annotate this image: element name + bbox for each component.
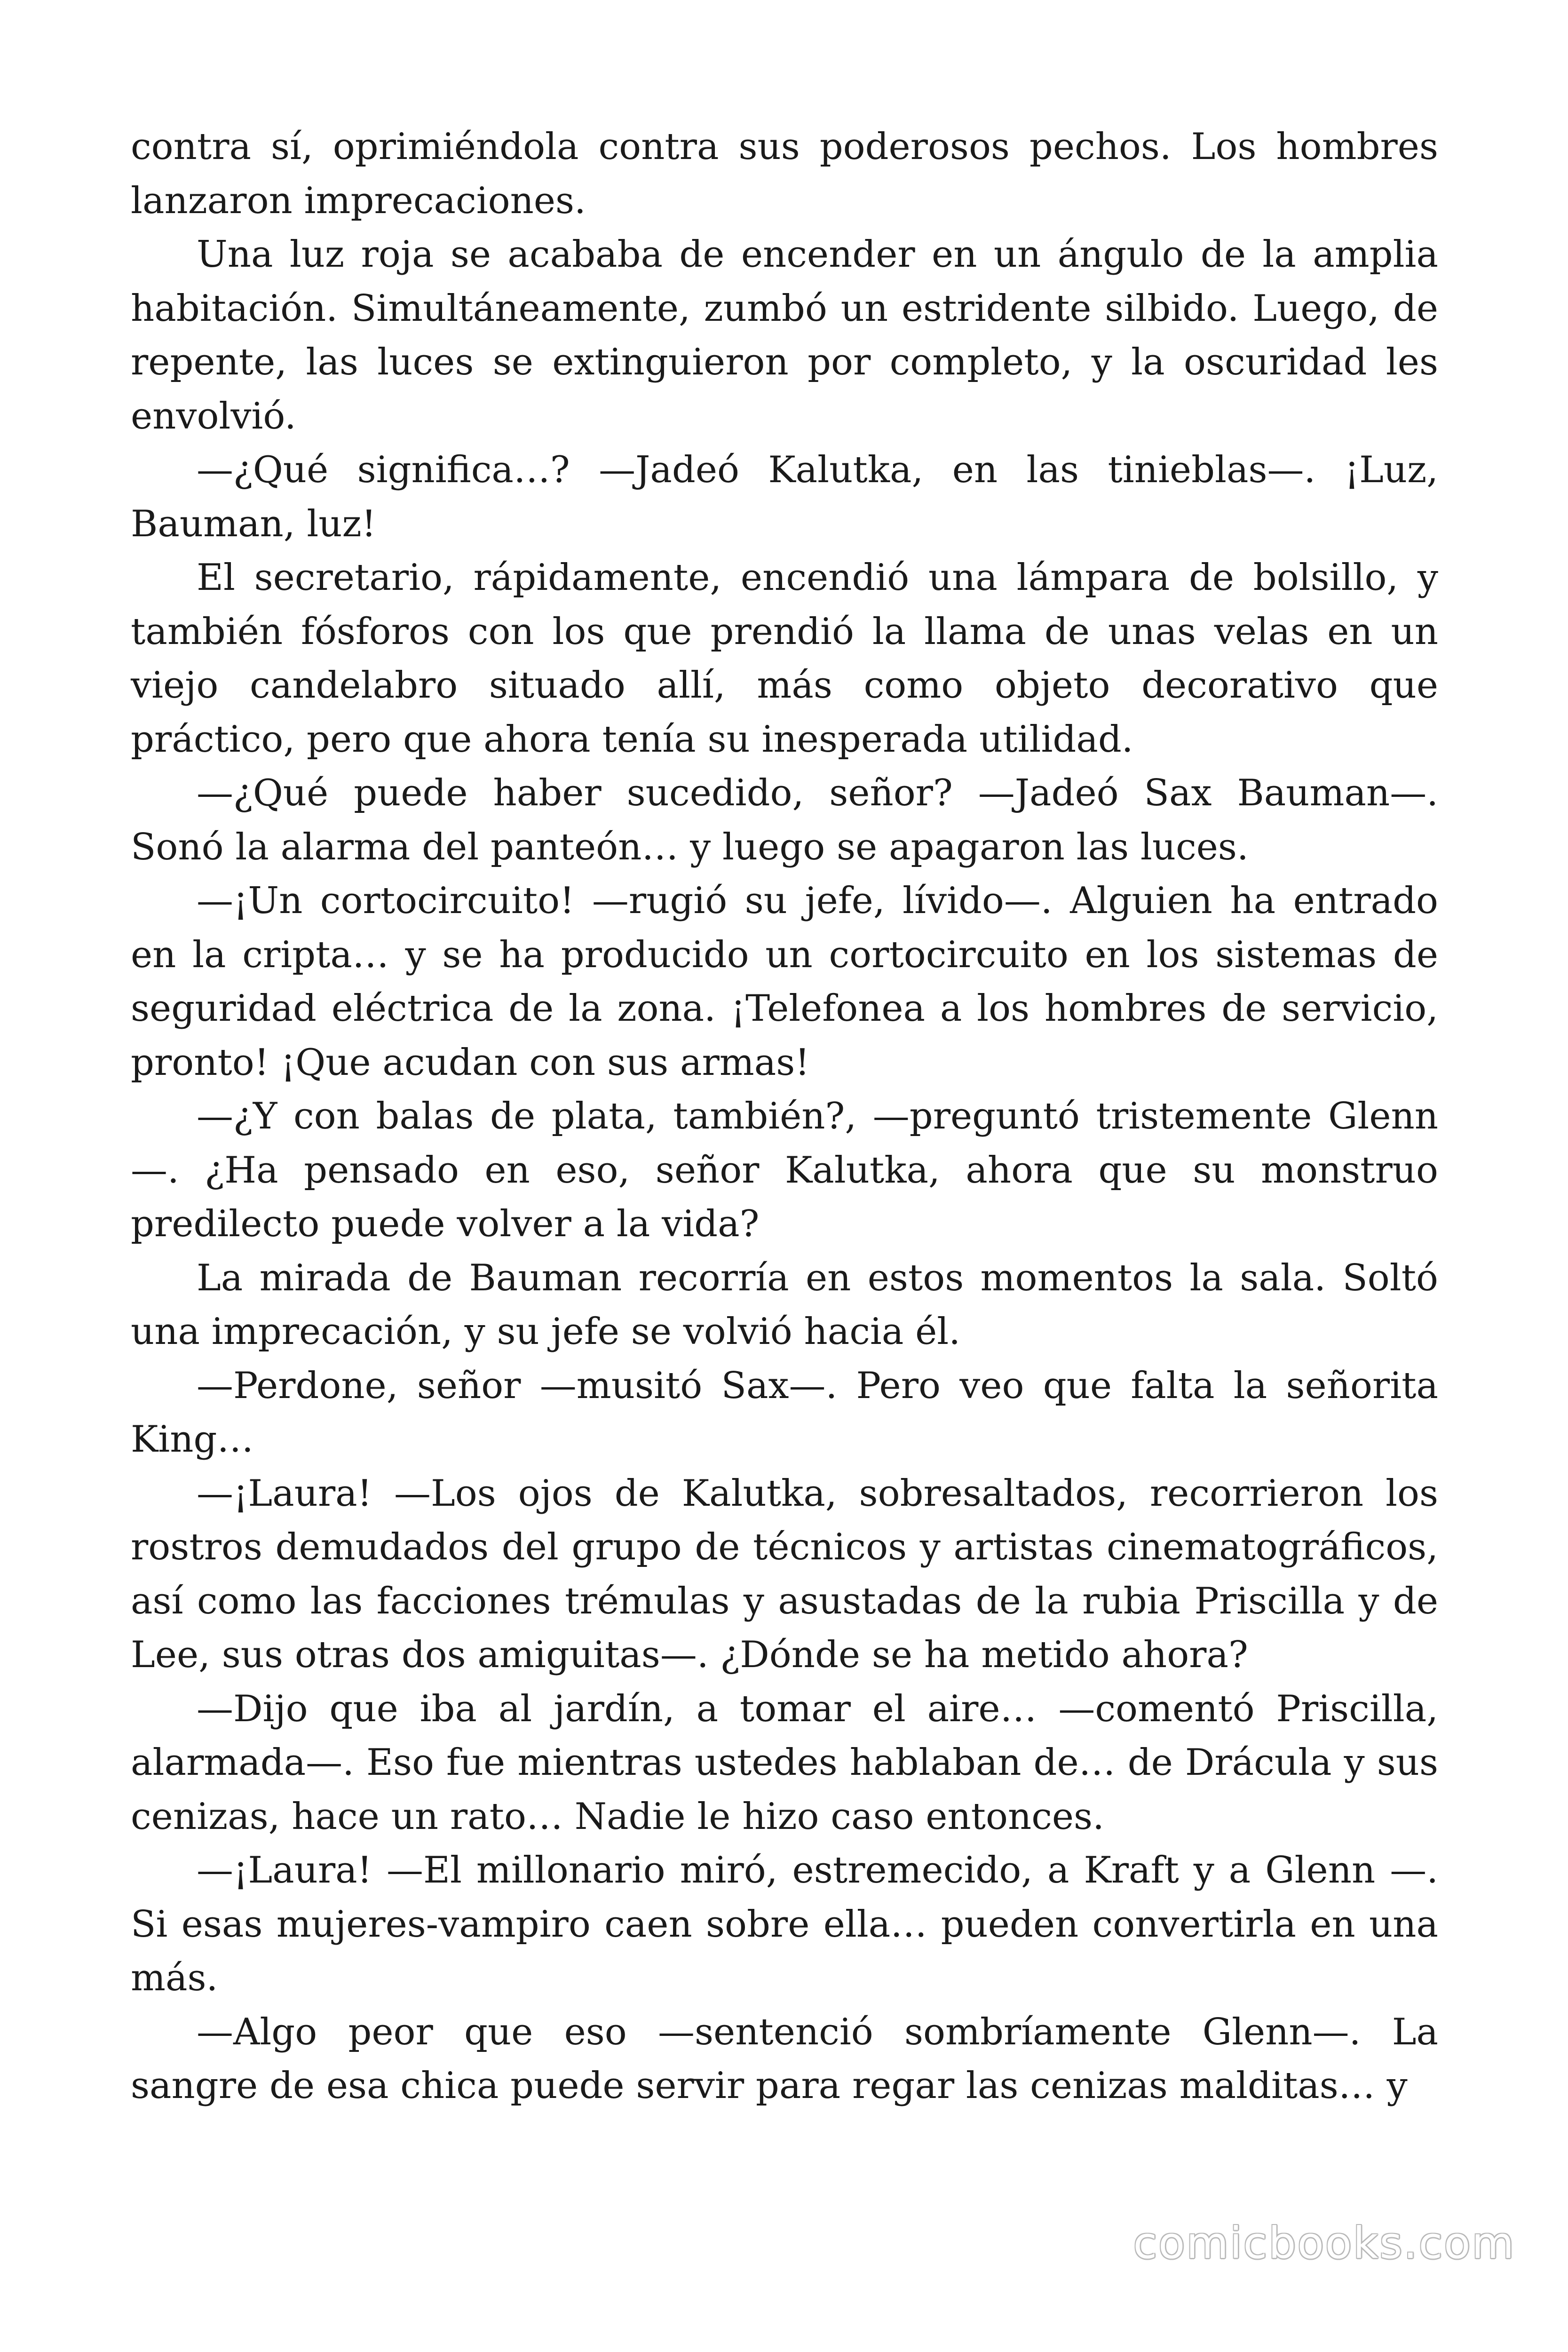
paragraph: —Algo peor que eso —sentenció sombríamente Glenn—. La sangre de esa chica puede servir para regar las cenizas malditas… y [131,2010,1438,2107]
paragraph: contra sí, oprimiéndola contra sus poderosos pechos. Los hombres lanzaron imprecaciones. [131,126,1438,222]
paragraph: —¿Y con balas de plata, también?, —preguntó tristemente Glenn —. ¿Ha pensado en eso, señor Kalutka, ahora que su monstruo predilecto puede volver a la vida? [131,1095,1438,1245]
paragraph: —¡Laura! —Los ojos de Kalutka, sobresaltados, recorrieron los rostros demudados del grupo de técnicos y artistas cinematográficos, así como las facciones trémulas y asustadas de la rubia Priscilla y de Lee, sus otras dos amiguitas—. ¿Dónde se ha metido ahora? [131,1472,1438,1676]
watermark-logo: comicbooks.com [1133,2218,1515,2268]
paragraph: Una luz roja se acababa de encender en un ángulo de la amplia habitación. Simultáneamente, zumbó un estridente silbido. Luego, de repente, las luces se extinguieron por completo, y la oscuridad les envolvió. [131,233,1438,437]
body-text [131,120,1438,2113]
paragraph: El secretario, rápidamente, encendió una lámpara de bolsillo, y también fósforos con los que prendió la llama de unas velas en un viejo candelabro situado allí, más como objeto decorativo que práctico, pero que ahora tenía su inesperada utilidad. [131,556,1438,761]
paragraph: —¡Laura! —El millonario miró, estremecido, a Kraft y a Glenn —. Si esas mujeres-vampiro caen sobre ella… pueden convertirla en una más. [131,1849,1438,1999]
paragraph: —¡Un cortocircuito! —rugió su jefe, lívido—. Alguien ha entrado en la cripta… y se ha producido un cortocircuito en los sistemas de seguridad eléctrica de la zona. ¡Telefonea a los hombres de servicio, pronto! ¡Que acudan con sus armas! [131,880,1438,1084]
paragraph: —Perdone, señor —musitó Sax—. Pero veo que falta la señorita King… [131,1364,1438,1461]
paragraph: —¿Qué puede haber sucedido, señor? —Jadeó Sax Bauman—. Sonó la alarma del panteón… y luego se apagaron las luces. [131,772,1438,868]
paragraph: —¿Qué significa…? —Jadeó Kalutka, en las tinieblas—. ¡Luz, Bauman, luz! [131,449,1438,545]
paragraph: La mirada de Bauman recorría en estos momentos la sala. Soltó una imprecación, y su jefe se volvió hacia él. [131,1256,1438,1353]
paragraph: —Dijo que iba al jardín, a tomar el aire… —comentó Priscilla, alarmada—. Eso fue mientras ustedes hablaban de… de Drácula y sus cenizas, hace un rato… Nadie le hizo caso entonces. [131,1687,1438,1838]
